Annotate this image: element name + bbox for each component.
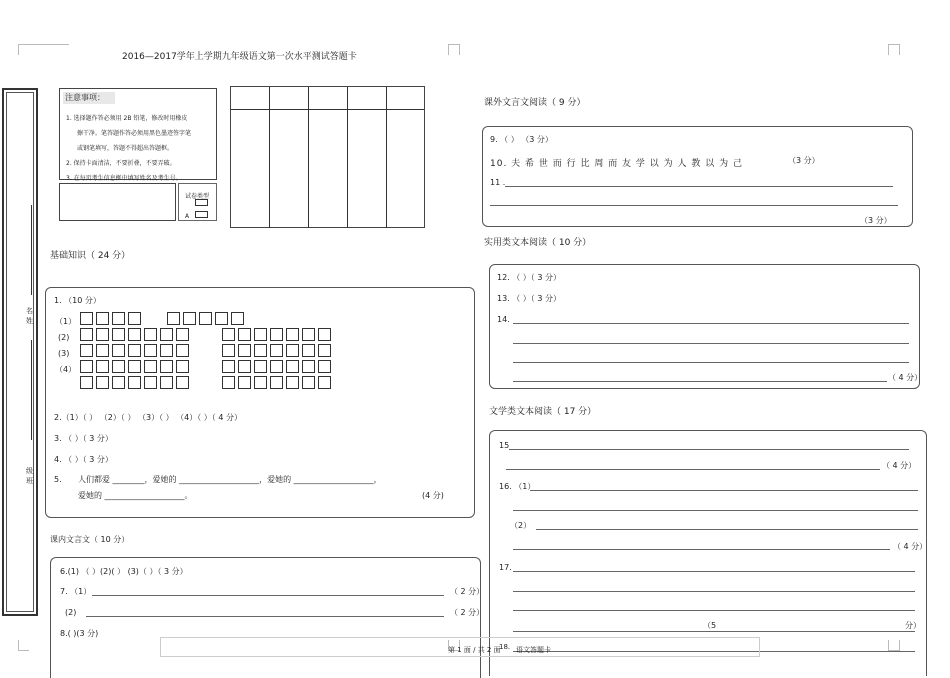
- q4-label: 4. （ ）（ 3 分）: [54, 455, 113, 464]
- section-practical-box: [489, 264, 923, 389]
- q2-label: 2.（1）（ ） （2）（ ） （3）（ ） （4）（ ）（ 4 分）: [54, 413, 242, 422]
- character-box[interactable]: [318, 376, 331, 389]
- character-box[interactable]: [80, 312, 93, 325]
- character-box[interactable]: [183, 312, 196, 325]
- q16-score: （ 4 分）: [893, 542, 928, 551]
- q16-2-answer-line[interactable]: [513, 549, 890, 550]
- character-box[interactable]: [238, 360, 251, 373]
- q10-score: （3 分）: [788, 156, 820, 165]
- student-info-box: [59, 183, 176, 221]
- character-box[interactable]: [128, 360, 141, 373]
- q5-number: 5.: [54, 475, 62, 484]
- section-literary-title: 文学类文本阅读（ 17 分）: [489, 407, 597, 417]
- q7-2-score: （ 2 分）: [450, 608, 485, 617]
- character-box[interactable]: [318, 328, 331, 341]
- character-box[interactable]: [222, 360, 235, 373]
- notice-item: 1. 选择题作答必须用 2B 铅笔，修改时用橡皮: [66, 115, 188, 122]
- q16-2-label: （2）: [510, 521, 532, 530]
- notice-item: 2. 保持卡面清洁，不要折叠，不要弄破。: [66, 160, 176, 167]
- q7-2-answer-line[interactable]: [86, 616, 444, 617]
- notice-item: 或钢笔填写，答题不得超出答题框。: [77, 145, 174, 152]
- character-box[interactable]: [96, 328, 109, 341]
- character-box[interactable]: [222, 328, 235, 341]
- section-classical-out-title: 课外文言文阅读（ 9 分）: [484, 98, 586, 108]
- character-box[interactable]: [270, 344, 283, 357]
- q7-2-label: (2): [65, 608, 77, 617]
- q5-score: (4 分): [422, 491, 444, 500]
- q5-line2: 爱她的 ____________________。: [78, 491, 193, 500]
- corner-mark: [18, 640, 29, 651]
- q17-answer-line[interactable]: [513, 591, 915, 592]
- q14-answer-line[interactable]: [513, 362, 909, 363]
- corner-mark: [18, 44, 69, 55]
- character-box[interactable]: [144, 360, 157, 373]
- character-box[interactable]: [112, 328, 125, 341]
- character-box[interactable]: [160, 376, 173, 389]
- q7-1-score: （ 2 分）: [450, 587, 485, 596]
- q7-1-label: 7. （1）: [60, 587, 92, 596]
- character-box[interactable]: [270, 328, 283, 341]
- q11-answer-line[interactable]: [505, 186, 893, 187]
- q14-label: 14.: [497, 315, 510, 324]
- id-grid-col: [308, 87, 309, 228]
- character-box[interactable]: [176, 360, 189, 373]
- q5-line1: 人们都爱 ________，爱她的 ____________________，爱她的 ____________________，: [78, 475, 382, 484]
- character-box[interactable]: [231, 312, 244, 325]
- section-basic-title: 基础知识（ 24 分）: [50, 251, 131, 261]
- q9-label: 9. （ ） （3 分）: [490, 135, 553, 144]
- character-box[interactable]: [80, 344, 93, 357]
- q17-answer-line[interactable]: [513, 571, 915, 572]
- character-box[interactable]: [286, 376, 299, 389]
- character-box[interactable]: [318, 360, 331, 373]
- character-box[interactable]: [144, 328, 157, 341]
- character-box[interactable]: [112, 376, 125, 389]
- character-box[interactable]: [80, 360, 93, 373]
- character-box[interactable]: [160, 360, 173, 373]
- q10-label: 10. 夫 希 世 而 行 比 周 而 友 学 以 为 人 教 以 为 己: [490, 159, 743, 169]
- q8-label: 8.( )(3 分): [60, 629, 99, 638]
- character-box[interactable]: [215, 312, 228, 325]
- character-box[interactable]: [302, 360, 315, 373]
- footer-card: 语文答题卡: [516, 646, 551, 654]
- name-label: 名 姓: [26, 307, 33, 325]
- id-grid-line: [231, 109, 424, 110]
- q15-score: （ 4 分）: [882, 461, 917, 470]
- sidebar-inner-line: [6, 92, 34, 612]
- q16-1-answer-line[interactable]: [513, 510, 918, 511]
- character-box[interactable]: [112, 344, 125, 357]
- q13-label: 13. （ ）（ 3 分）: [497, 294, 561, 303]
- notice-item: 擦干净。笔答题作答必须用黑色墨迹签字笔: [77, 130, 192, 137]
- page-title: 2016—2017学年上学期九年级语文第一次水平测试答题卡: [122, 52, 357, 62]
- character-box[interactable]: [112, 360, 125, 373]
- character-box[interactable]: [238, 328, 251, 341]
- id-grid-col: [386, 87, 387, 228]
- q16-1-label: 16. （1）: [499, 482, 536, 491]
- q15-answer-line[interactable]: [506, 469, 880, 470]
- footer-page: 第 1 面 / 共 2 面: [448, 646, 501, 654]
- q17-answer-line[interactable]: [513, 610, 915, 611]
- q14-answer-line[interactable]: [513, 343, 909, 344]
- character-box[interactable]: [270, 360, 283, 373]
- character-box[interactable]: [144, 344, 157, 357]
- q15-label: 15: [499, 441, 510, 450]
- character-box[interactable]: [160, 344, 173, 357]
- notice-text: [66, 111, 191, 186]
- q1-row-label: (2): [58, 333, 70, 342]
- character-box[interactable]: [238, 344, 251, 357]
- q3-label: 3. （ ）（ 3 分）: [54, 434, 113, 443]
- character-box[interactable]: [80, 376, 93, 389]
- character-box[interactable]: [222, 376, 235, 389]
- character-box[interactable]: [128, 376, 141, 389]
- character-box[interactable]: [254, 376, 267, 389]
- q14-answer-line[interactable]: [513, 323, 909, 324]
- id-grid-col: [269, 87, 270, 228]
- character-box[interactable]: [96, 376, 109, 389]
- id-grid-col: [347, 87, 348, 228]
- q1-row-label: （4）: [55, 365, 77, 374]
- q11-score: （3 分）: [860, 216, 892, 225]
- character-box[interactable]: [128, 312, 141, 325]
- notice-item: 3. 在每页考生信息框中填写姓名及考生号。: [66, 175, 182, 182]
- character-box[interactable]: [286, 360, 299, 373]
- character-box[interactable]: [318, 344, 331, 357]
- id-grid: [230, 86, 425, 228]
- character-box[interactable]: [96, 344, 109, 357]
- character-box[interactable]: [112, 312, 125, 325]
- character-box[interactable]: [167, 312, 180, 325]
- character-box[interactable]: [254, 328, 267, 341]
- character-box[interactable]: [302, 328, 315, 341]
- exam-type-a-label: A: [185, 213, 190, 220]
- section-practical-title: 实用类文本阅读（ 10 分）: [484, 238, 592, 248]
- q11-label: 11 .: [490, 178, 506, 187]
- character-box[interactable]: [222, 344, 235, 357]
- character-box[interactable]: [302, 376, 315, 389]
- q7-1-answer-line[interactable]: [92, 595, 444, 596]
- character-box[interactable]: [128, 328, 141, 341]
- q17-score-right: 分）: [905, 621, 921, 630]
- character-box[interactable]: [80, 328, 93, 341]
- exam-type-label: 试卷类型: [185, 193, 210, 200]
- character-box[interactable]: [176, 344, 189, 357]
- q16-1-answer-line[interactable]: [530, 490, 918, 491]
- character-box[interactable]: [199, 312, 212, 325]
- q18-label: 18.: [499, 643, 511, 651]
- character-box[interactable]: [302, 344, 315, 357]
- q1-label: 1. （10 分）: [54, 296, 101, 305]
- character-box[interactable]: [270, 376, 283, 389]
- q15-answer-line[interactable]: [509, 449, 909, 450]
- character-box[interactable]: [128, 344, 141, 357]
- q17-score-left: （5: [703, 621, 717, 630]
- exam-type-a-checkbox[interactable]: [195, 211, 208, 218]
- character-box[interactable]: [176, 328, 189, 341]
- character-box[interactable]: [96, 312, 109, 325]
- character-box[interactable]: [238, 376, 251, 389]
- section-classical-in-title: 课内文言文（ 10 分）: [50, 535, 130, 544]
- class-label: 级 班: [26, 467, 33, 485]
- q12-label: 12. （ ）（ 3 分）: [497, 273, 561, 282]
- q1-row-label: (3): [58, 349, 70, 358]
- character-box[interactable]: [96, 360, 109, 373]
- notice-title: 注意事项：: [63, 92, 115, 104]
- corner-mark: [888, 44, 900, 55]
- character-box[interactable]: [286, 328, 299, 341]
- q1-row-label: （1）: [55, 317, 77, 326]
- q17-answer-line[interactable]: [513, 631, 915, 632]
- sidebar-line: [31, 205, 32, 295]
- character-box[interactable]: [254, 344, 267, 357]
- character-box[interactable]: [176, 376, 189, 389]
- q11-answer-line[interactable]: [490, 205, 898, 206]
- character-box[interactable]: [254, 360, 267, 373]
- q6-label: 6.(1) （ ）(2)( ） (3)（ ）（ 3 分）: [60, 567, 188, 576]
- q14-score: （ 4 分）: [888, 373, 923, 382]
- q16-2-answer-line[interactable]: [536, 529, 918, 530]
- corner-mark: [448, 44, 460, 55]
- q14-answer-line[interactable]: [513, 381, 887, 382]
- q17-label: 17.: [499, 563, 512, 572]
- character-box[interactable]: [160, 328, 173, 341]
- character-box[interactable]: [144, 376, 157, 389]
- sidebar-line: [31, 340, 32, 440]
- character-box[interactable]: [286, 344, 299, 357]
- exam-type-checkbox[interactable]: [195, 199, 208, 206]
